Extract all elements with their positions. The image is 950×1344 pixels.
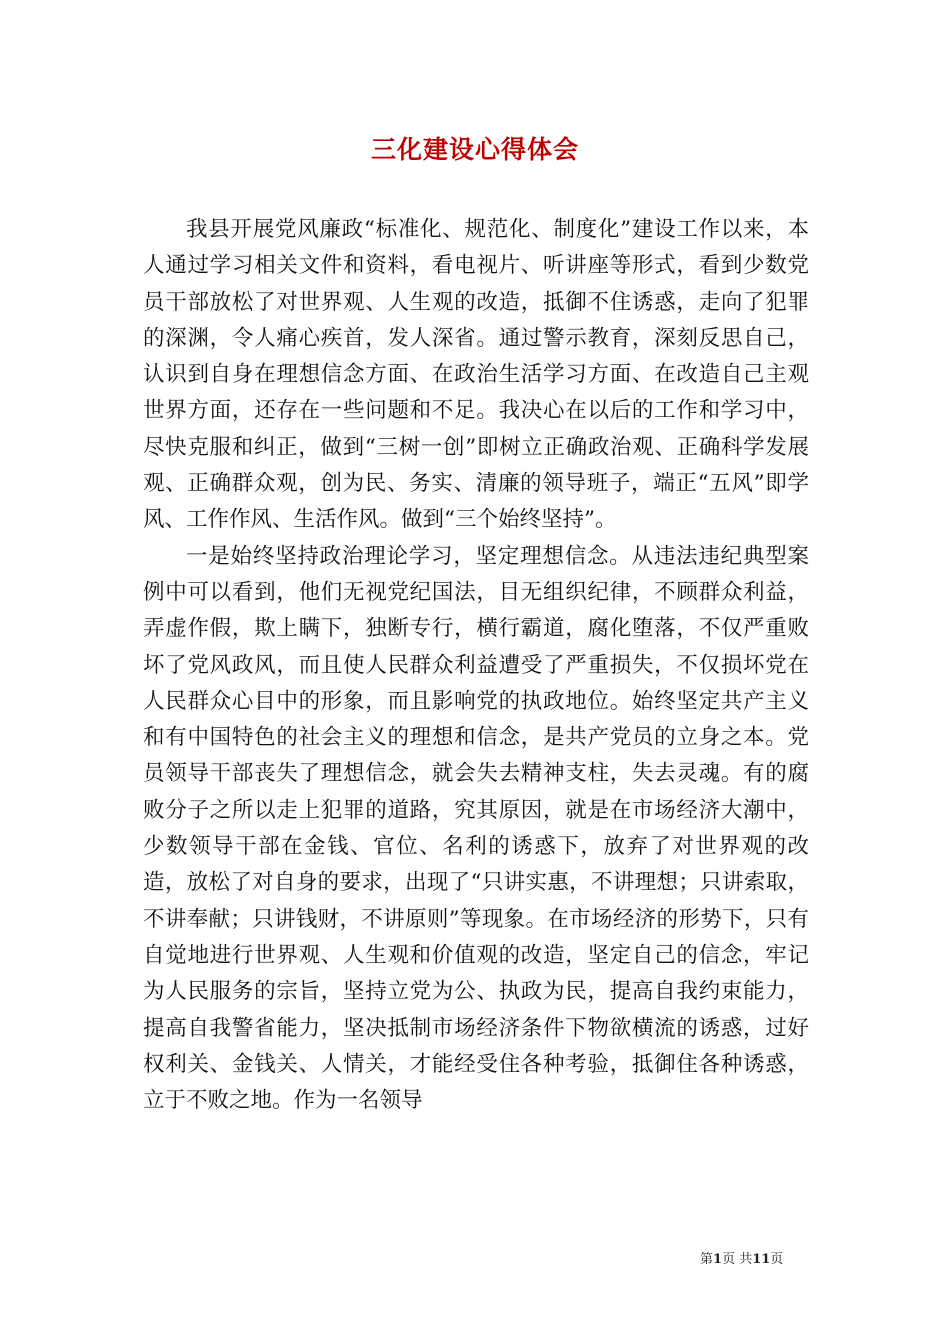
footer-prefix: 第 [700,1252,714,1267]
footer-total-pages: 11 [752,1252,771,1267]
footer-suffix: 页 [770,1252,784,1267]
page-number-footer [700,1248,783,1267]
paragraph-point-one: 一是始终坚持政治理论学习，坚定理想信念。从违法违纪典型案例中可以看到，他们无视党纪国法，目无组织纪律，不顾群众利益，弄虚作假，欺上瞒下，独断专行，横行霸道，腐化堕落，不仅严重败坏了党风政风，而且使人民群众利益遭受了严重损失，不仅损坏党在人民群众心目中的形象，而且影响党的执政地位。始终坚定共产主义和有中国特色的社会主义的理想和信念，是共产党员的立身之本。党员领导干部丧失了理想信念，就会失去精神支柱，失去灵魂。有的腐败分子之所以走上犯罪的道路，究其原因，就是在市场经济大潮中，少数领导干部在金钱、官位、名利的诱惑下，放弃了对世界观的改造，放松了对自身的要求，出现了“只讲实惠，不讲理想；只讲索取，不讲奉献；只讲钱财，不讲原则”等现象。在市场经济的形势下，只有自觉地进行世界观、人生观和价值观的改造，坚定自己的信念，牢记为人民服务的宗旨，坚持立党为公、执政为民，提高自我约束能力，提高自我警省能力，坚决抵制市场经济条件下物欲横流的诱惑，过好权利关、金钱关、人情关，才能经受住各种考验，抵御住各种诱惑，立于不败之地。作为一名领导 [143,543,809,1114]
footer-current-page: 1 [713,1252,723,1267]
document-body [143,212,809,1119]
document-title: 三化建设心得体会 [370,135,579,164]
footer-middle: 页 共 [722,1252,753,1267]
paragraph-intro: 我县开展党风廉政“标准化、规范化、制度化”建设工作以来，本人通过学习相关文件和资料，看电视片、听讲座等形式，看到少数党员干部放松了对世界观、人生观的改造，抵御不住诱惑，走向了犯罪的深渊，令人痛心疾首，发人深省。通过警示教育，深刻反思自己，认识到自身在理想信念方面、在政治生活学习方面、在改造自己主观世界方面，还存在一些问题和不足。我决心在以后的工作和学习中，尽快克服和纠正，做到“三树一创”即树立正确政治观、正确科学发展观、正确群众观，创为民、务实、清廉的领导班子，端正“五风”即学风、工作作风、生活作风。做到“三个始终坚持”。 [143,217,809,533]
